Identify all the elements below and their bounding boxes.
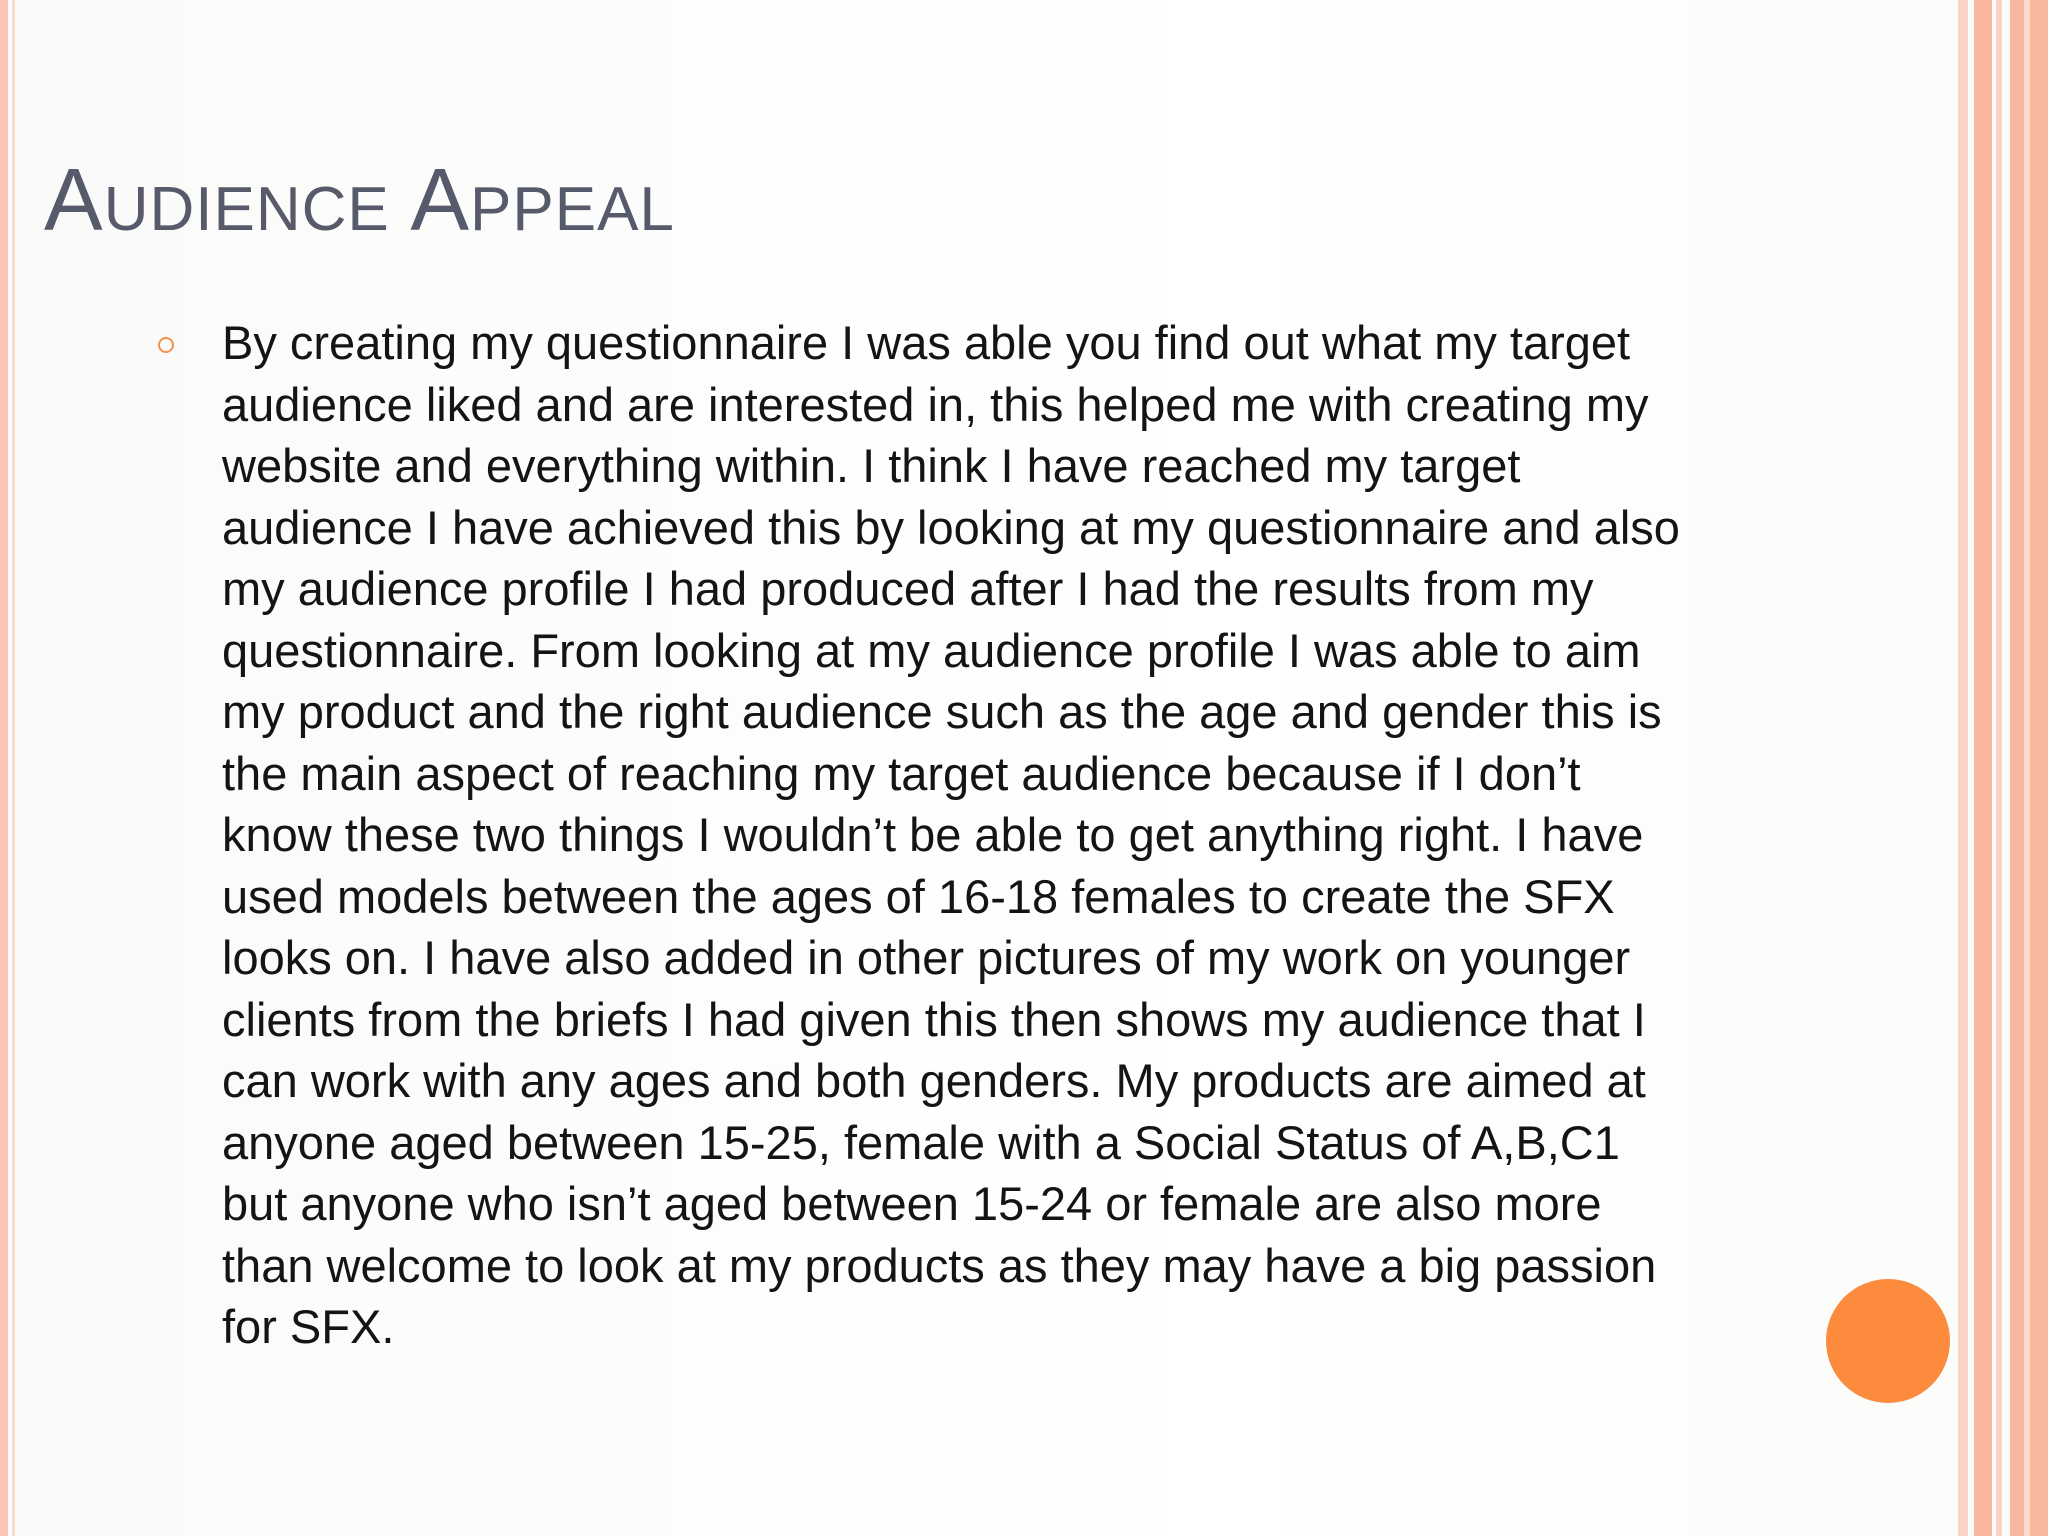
- left-border-stripe: [0, 0, 8, 1536]
- body-line: questionnaire. From looking at my audience profile I was able to aim: [222, 623, 1641, 677]
- body-line: can work with any ages and both genders. My products are aimed at: [222, 1054, 1646, 1107]
- left-border-stripe-thin: [12, 0, 15, 1536]
- body-line: than welcome to look at my products as they may have a big passion: [222, 1238, 1657, 1292]
- body-line: audience I have achieved this by looking at my questionnaire and also: [222, 500, 1680, 554]
- body-line: know these two things I wouldn’t be able to get anything right. I have: [222, 808, 1644, 861]
- body-line: but anyone who isn’t aged between 15-24 or female are also more: [222, 1177, 1602, 1230]
- body-line: anyone aged between 15-25, female with a Social Status of A,B,C1: [222, 1115, 1620, 1169]
- orange-circle-decoration: [1826, 1279, 1950, 1403]
- body-line: the main aspect of reaching my target audience because if I don’t: [222, 746, 1581, 800]
- body-line: looks on. I have also added in other pictures of my work on younger: [222, 931, 1631, 984]
- body-line: used models between the ages of 16-18 females to create the SFX: [222, 869, 1615, 923]
- slide-title: Audience Appeal: [44, 150, 675, 249]
- hollow-circle-bullet-icon: [158, 337, 174, 353]
- body-line: audience liked and are interested in, this helped me with creating my: [222, 377, 1649, 431]
- body-line: clients from the briefs I had given this then shows my audience that I: [222, 992, 1646, 1046]
- right-border-stripe: [2024, 0, 2030, 1536]
- body-line: my audience profile I had produced after I had the results from my: [222, 562, 1594, 615]
- bullet-text: [222, 312, 2022, 1358]
- body-line: website and everything within. I think I have reached my target: [222, 439, 1521, 492]
- body-line: for SFX.: [222, 1300, 395, 1353]
- body-line: my product and the right audience such as the age and gender this is: [222, 685, 1662, 738]
- bullet-item: [154, 312, 1834, 1358]
- body-line: By creating my questionnaire I was able you find out what my target: [222, 316, 1631, 369]
